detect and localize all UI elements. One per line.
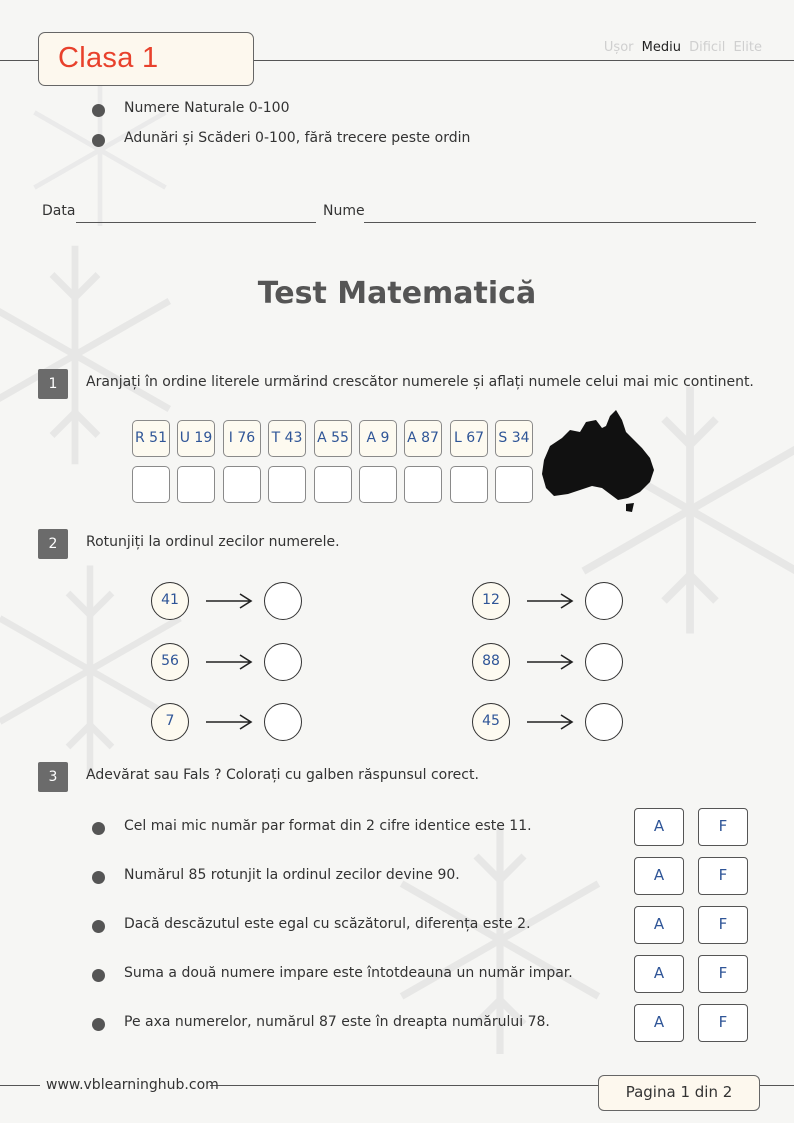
date-field[interactable]	[76, 222, 316, 223]
question-text: Rotunjiți la ordinul zecilor numerele.	[86, 534, 340, 550]
letter-card: U 19	[177, 420, 215, 457]
true-option-button[interactable]: A	[634, 906, 684, 944]
question-text: Aranjați în ordine literele urmărind crescător numerele și aflați numele celui mai mic continent.	[86, 374, 754, 390]
arrow-icon	[204, 653, 254, 671]
false-option-button[interactable]: F	[698, 955, 748, 993]
true-option-button[interactable]: A	[634, 955, 684, 993]
answer-box[interactable]	[223, 466, 261, 503]
bullet-icon	[92, 969, 105, 982]
level-easy: Ușor	[603, 40, 634, 55]
letter-card: L 67	[450, 420, 488, 457]
number-circle: 88	[472, 643, 510, 681]
rounded-answer-circle[interactable]	[585, 582, 623, 620]
bullet-icon	[92, 1018, 105, 1031]
page-indicator: Pagina 1 din 2	[598, 1075, 760, 1111]
level-hard: Dificil	[689, 40, 726, 55]
false-option-button[interactable]: F	[698, 857, 748, 895]
date-label: Data	[42, 203, 76, 219]
letter-card: A 9	[359, 420, 397, 457]
false-option-button[interactable]: F	[698, 1004, 748, 1042]
rounded-answer-circle[interactable]	[585, 703, 623, 741]
answer-box[interactable]	[495, 466, 533, 503]
arrow-icon	[525, 713, 575, 731]
arrow-icon	[204, 713, 254, 731]
topic-item: Adunări și Scăderi 0-100, fără trecere peste ordin	[124, 130, 471, 146]
letter-card: T 43	[268, 420, 306, 457]
level-elite: Elite	[733, 40, 762, 55]
rounded-answer-circle[interactable]	[264, 582, 302, 620]
statement-text: Suma a două numere impare este întotdeauna un număr impar.	[124, 965, 573, 981]
rounded-answer-circle[interactable]	[264, 703, 302, 741]
answer-box[interactable]	[268, 466, 306, 503]
rounded-answer-circle[interactable]	[585, 643, 623, 681]
number-circle: 45	[472, 703, 510, 741]
number-circle: 12	[472, 582, 510, 620]
question-text: Adevărat sau Fals ? Colorați cu galben răspunsul corect.	[86, 767, 479, 783]
name-label: Nume	[323, 203, 365, 219]
answer-box[interactable]	[450, 466, 488, 503]
answer-box[interactable]	[404, 466, 442, 503]
number-circle: 56	[151, 643, 189, 681]
rounded-answer-circle[interactable]	[264, 643, 302, 681]
number-circle: 41	[151, 582, 189, 620]
statement-text: Dacă descăzutul este egal cu scăzătorul, diferența este 2.	[124, 916, 531, 932]
bullet-icon	[92, 134, 105, 147]
footer-rule	[760, 1085, 794, 1086]
letter-card: A 55	[314, 420, 352, 457]
question-number: 3	[38, 762, 68, 792]
topic-item: Numere Naturale 0-100	[124, 100, 290, 116]
letter-card: A 87	[404, 420, 442, 457]
letter-card: I 76	[223, 420, 261, 457]
arrow-icon	[525, 653, 575, 671]
answer-box[interactable]	[314, 466, 352, 503]
name-field[interactable]	[364, 222, 756, 223]
level-medium: Mediu	[641, 40, 681, 55]
answer-box[interactable]	[359, 466, 397, 503]
page-title: Test Matematică	[257, 276, 537, 311]
arrow-icon	[525, 592, 575, 610]
bullet-icon	[92, 104, 105, 117]
bullet-icon	[92, 822, 105, 835]
bullet-icon	[92, 871, 105, 884]
number-circle: 7	[151, 703, 189, 741]
statement-text: Numărul 85 rotunjit la ordinul zecilor devine 90.	[124, 867, 460, 883]
answer-box[interactable]	[177, 466, 215, 503]
difficulty-levels	[600, 40, 762, 55]
letter-card: R 51	[132, 420, 170, 457]
footer-rule	[0, 1085, 40, 1086]
arrow-icon	[204, 592, 254, 610]
true-option-button[interactable]: A	[634, 1004, 684, 1042]
statement-text: Pe axa numerelor, numărul 87 este în dreapta numărului 78.	[124, 1014, 550, 1030]
true-option-button[interactable]: A	[634, 808, 684, 846]
false-option-button[interactable]: F	[698, 808, 748, 846]
true-option-button[interactable]: A	[634, 857, 684, 895]
australia-map-icon	[540, 408, 658, 516]
letter-card: S 34	[495, 420, 533, 457]
bullet-icon	[92, 920, 105, 933]
question-number: 1	[38, 369, 68, 399]
class-title: Clasa 1	[58, 42, 159, 74]
footer-rule	[210, 1085, 600, 1086]
answer-box[interactable]	[132, 466, 170, 503]
question-number: 2	[38, 529, 68, 559]
footer-url: www.vblearninghub.com	[46, 1077, 219, 1093]
statement-text: Cel mai mic număr par format din 2 cifre identice este 11.	[124, 818, 532, 834]
false-option-button[interactable]: F	[698, 906, 748, 944]
